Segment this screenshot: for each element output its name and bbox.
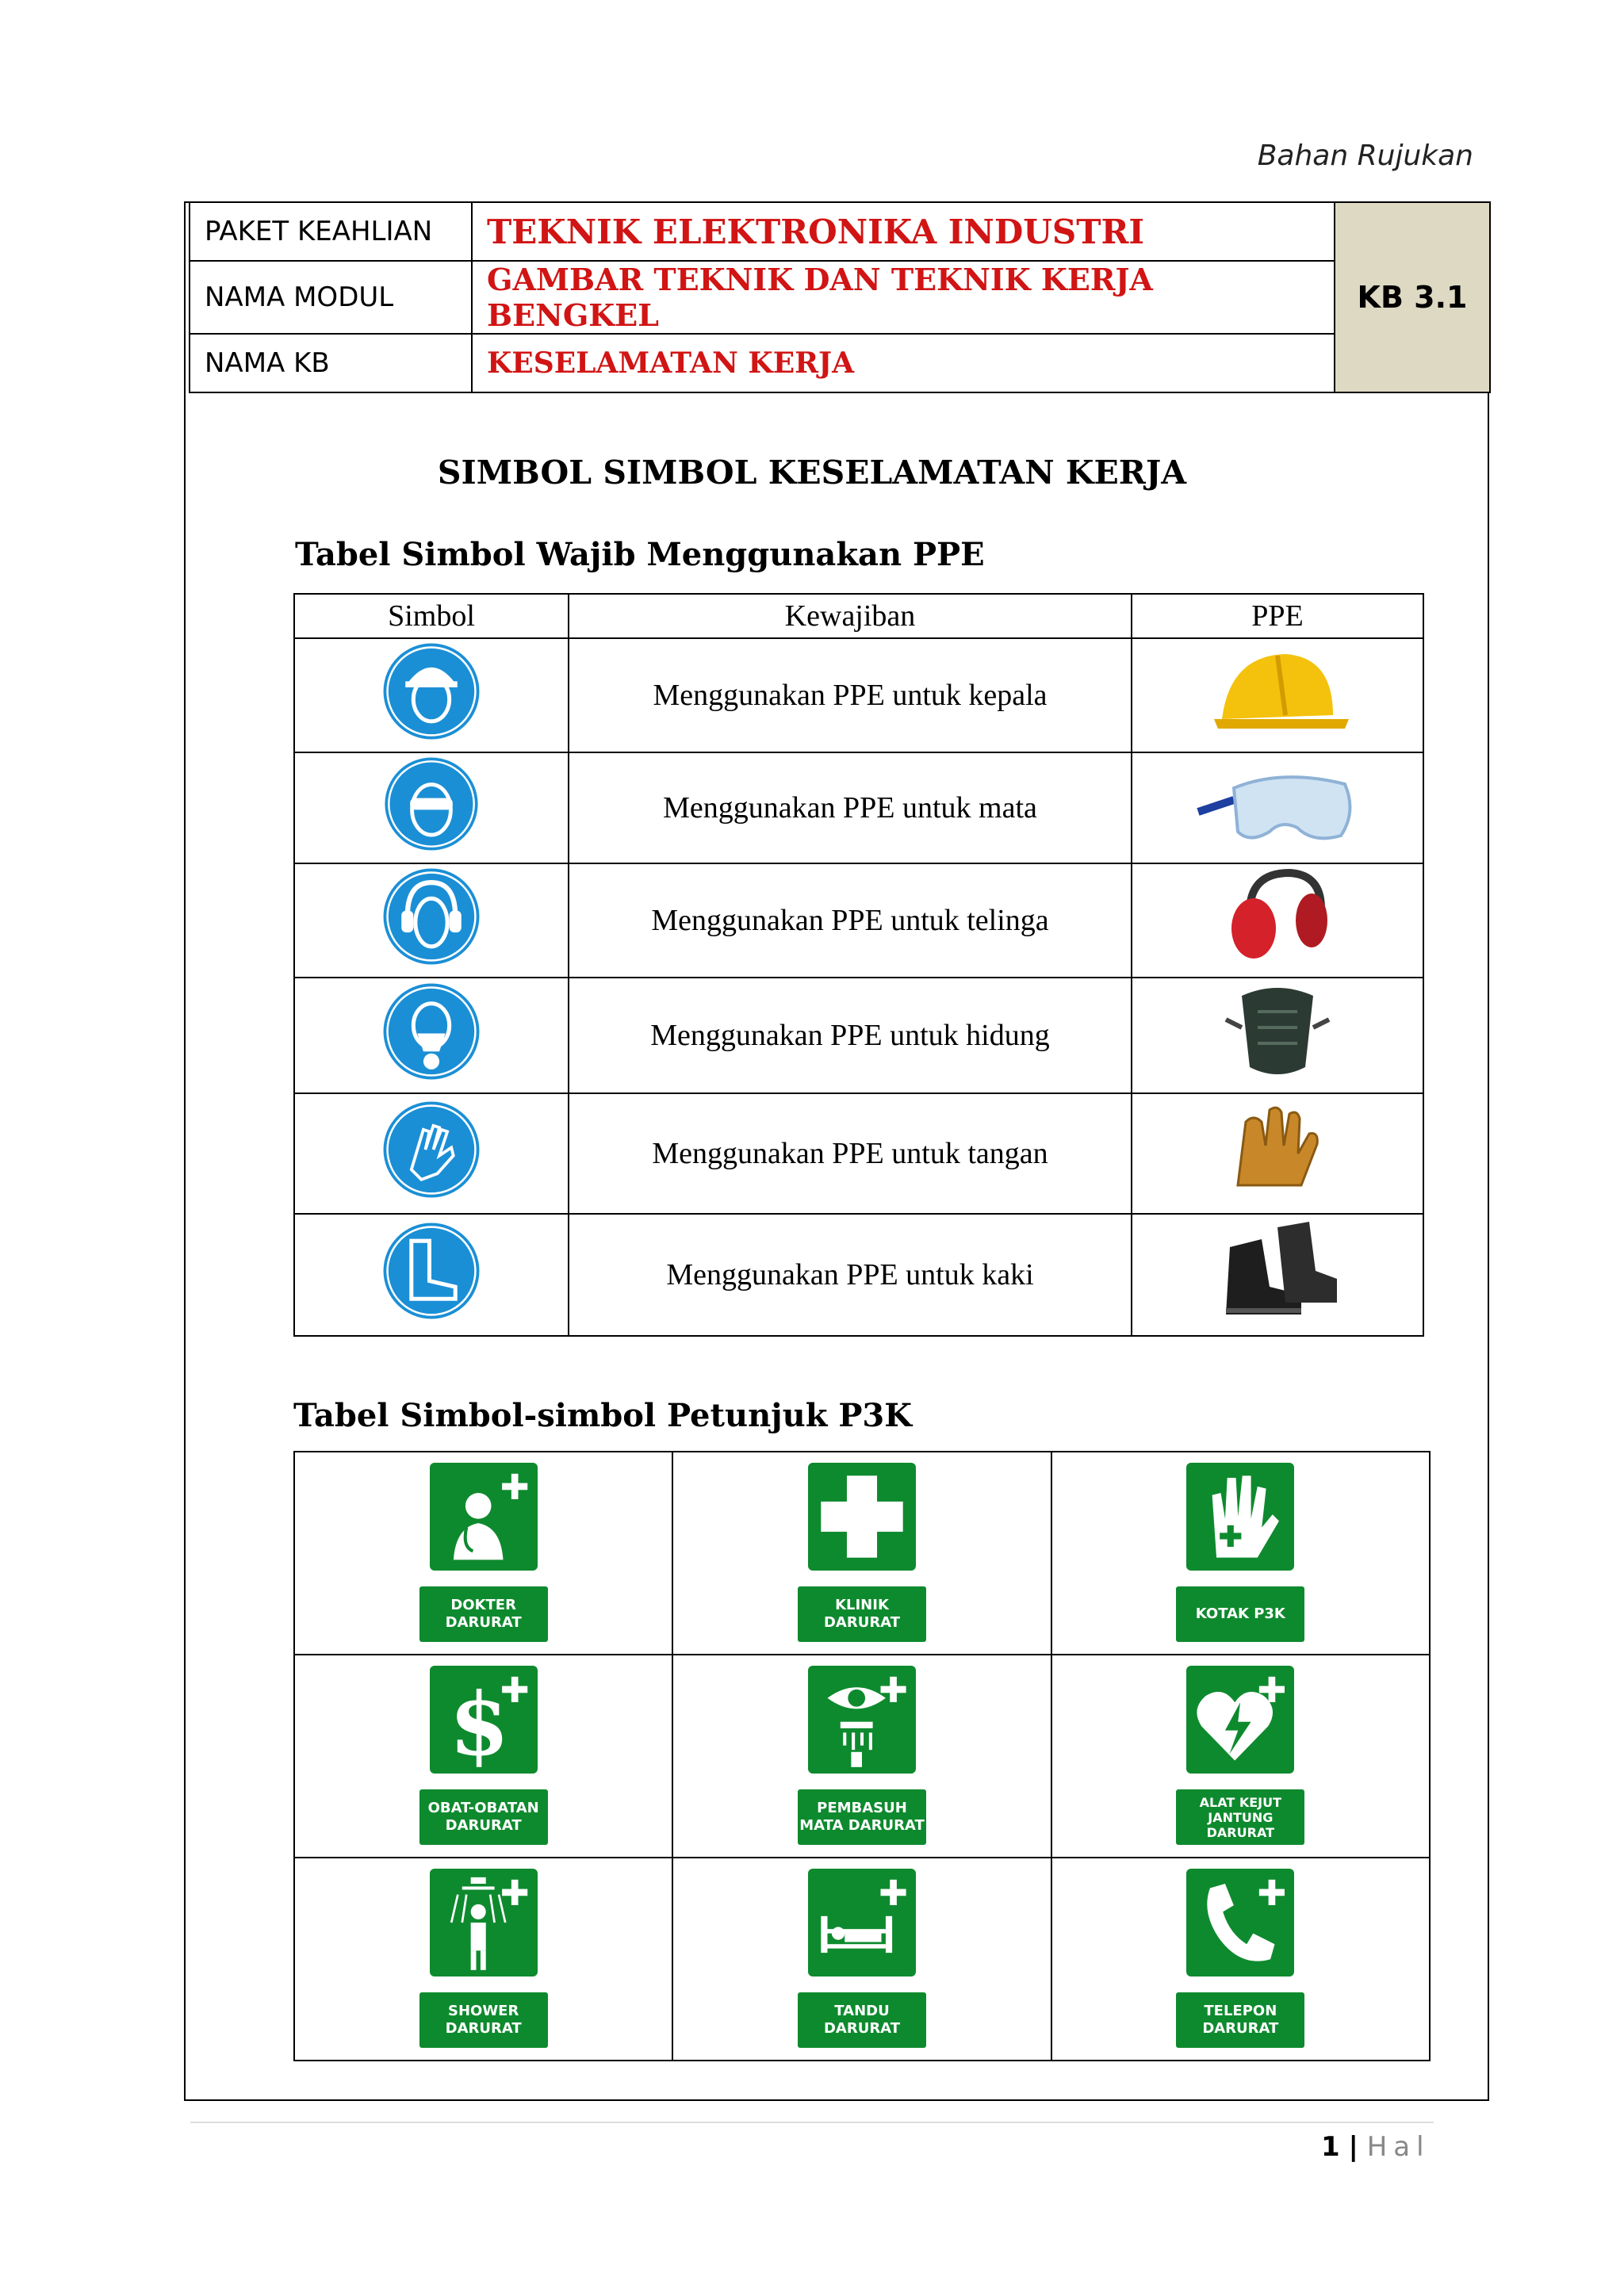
telephone-icon: ✚ bbox=[1186, 1869, 1294, 1976]
table-row bbox=[294, 752, 1423, 863]
safety-boots-icon bbox=[1214, 1215, 1341, 1326]
table-row bbox=[294, 1093, 1423, 1214]
defibrillator-icon: ✚ bbox=[1186, 1666, 1294, 1774]
page-suffix: Hal bbox=[1366, 2131, 1431, 2163]
table-row bbox=[294, 638, 1423, 752]
sign-label: PEMBASUH MATA DARURAT bbox=[798, 1789, 926, 1845]
p3k-table bbox=[293, 1451, 1431, 2061]
sign-label: KOTAK P3K bbox=[1176, 1586, 1304, 1642]
page-number-value: 1 bbox=[1321, 2131, 1340, 2163]
goggles-mandatory-icon bbox=[383, 756, 480, 852]
sign-cell bbox=[672, 1858, 1051, 2061]
stretcher-icon: ✚ bbox=[808, 1869, 916, 1976]
sign-label: OBAT-OBATAN DARURAT bbox=[419, 1789, 548, 1845]
sign-cell bbox=[294, 1655, 672, 1858]
sign-label: DOKTER DARURAT bbox=[419, 1586, 548, 1642]
sign-cell bbox=[1051, 1858, 1430, 2061]
column-header: PPE bbox=[1132, 594, 1423, 638]
obligation-text: Menggunakan PPE untuk tangan bbox=[569, 1093, 1132, 1214]
sign-label: ALAT KEJUT JANTUNG DARURAT bbox=[1176, 1789, 1304, 1845]
header-table bbox=[189, 201, 1491, 393]
header-label: NAMA KB bbox=[190, 334, 472, 392]
ear-protection-mandatory-icon bbox=[381, 867, 481, 966]
column-header: Simbol bbox=[294, 594, 569, 638]
ear-muffs-icon bbox=[1218, 865, 1337, 968]
header-label: PAKET KEAHLIAN bbox=[190, 202, 472, 261]
sign-cell bbox=[294, 1858, 672, 2061]
sign-cell bbox=[1051, 1655, 1430, 1858]
header-value: GAMBAR TEKNIK DAN TEKNIK KERJA BENGKEL bbox=[472, 261, 1335, 334]
hard-hat-mandatory-icon bbox=[381, 641, 481, 741]
table-row bbox=[294, 978, 1423, 1093]
leather-gloves-icon bbox=[1222, 1098, 1333, 1201]
header-value: TEKNIK ELEKTRONIKA INDUSTRI bbox=[472, 202, 1335, 261]
svg-text:$: $ bbox=[449, 1673, 509, 1774]
respirator-mandatory-icon bbox=[381, 982, 481, 1081]
table-row bbox=[294, 863, 1423, 978]
gloves-mandatory-icon bbox=[381, 1100, 481, 1200]
ppe-table-caption: Tabel Simbol Wajib Menggunakan PPE bbox=[295, 536, 985, 573]
page-title: SIMBOL SIMBOL KESELAMATAN KERJA bbox=[437, 453, 1187, 492]
boots-mandatory-icon bbox=[381, 1221, 481, 1321]
sign-cell bbox=[672, 1655, 1051, 1858]
sign-label: TELEPON DARURAT bbox=[1176, 1992, 1304, 2048]
ppe-table bbox=[293, 593, 1424, 1337]
header-label: NAMA MODUL bbox=[190, 261, 472, 334]
page-number bbox=[1321, 2131, 1431, 2163]
kb-code: KB 3.1 bbox=[1335, 202, 1490, 392]
column-header: Kewajiban bbox=[569, 594, 1132, 638]
obligation-text: Menggunakan PPE untuk hidung bbox=[569, 978, 1132, 1093]
dust-mask-icon bbox=[1218, 980, 1337, 1083]
document-reference: Bahan Rujukan bbox=[1257, 140, 1473, 172]
sign-cell bbox=[1051, 1452, 1430, 1655]
sign-cell bbox=[672, 1452, 1051, 1655]
footer-divider bbox=[190, 2122, 1434, 2123]
obligation-text: Menggunakan PPE untuk mata bbox=[569, 752, 1132, 863]
header-value: KESELAMATAN KERJA bbox=[472, 334, 1335, 392]
page-separator: | bbox=[1348, 2131, 1358, 2163]
sign-label: TANDU DARURAT bbox=[798, 1992, 926, 2048]
cross-icon bbox=[808, 1463, 916, 1571]
obligation-text: Menggunakan PPE untuk kaki bbox=[569, 1214, 1132, 1336]
doctor-icon: ✚ bbox=[430, 1463, 538, 1571]
shower-icon: ✚ bbox=[430, 1869, 538, 1976]
sign-label: SHOWER DARURAT bbox=[419, 1992, 548, 2048]
obligation-text: Menggunakan PPE untuk kepala bbox=[569, 638, 1132, 752]
table-row bbox=[294, 1214, 1423, 1336]
yellow-helmet-icon bbox=[1198, 640, 1357, 743]
obligation-text: Menggunakan PPE untuk telinga bbox=[569, 863, 1132, 978]
sign-label: KLINIK DARURAT bbox=[798, 1586, 926, 1642]
sign-cell bbox=[294, 1452, 672, 1655]
safety-goggles-icon bbox=[1194, 756, 1361, 851]
first-aid-box-icon bbox=[1186, 1463, 1294, 1571]
medicine-icon: $ ✚ bbox=[430, 1666, 538, 1774]
eye-wash-icon: ✚ bbox=[808, 1666, 916, 1774]
p3k-table-caption: Tabel Simbol-simbol Petunjuk P3K bbox=[293, 1397, 913, 1434]
